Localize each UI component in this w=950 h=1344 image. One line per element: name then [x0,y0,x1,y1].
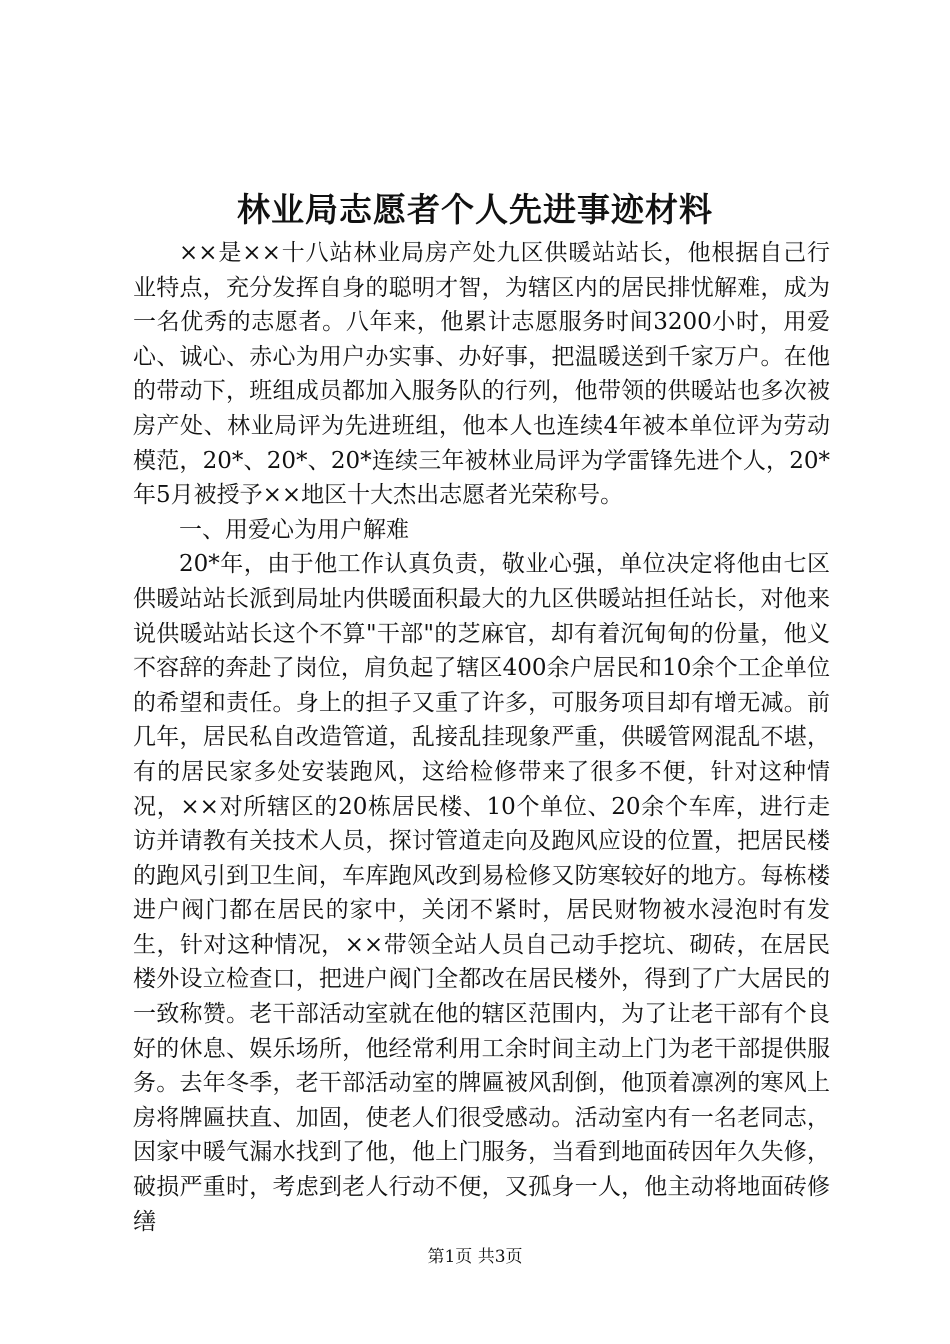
section-paragraph: 20*年，由于他工作认真负责，敬业心强，单位决定将他由七区供暖站站长派到局址内供暖面积最大的九区供暖站担任站长，对他来说供暖站站长这个不算"干部"的芝麻官，却有着沉甸甸的份量，他义不容辞的奔赴了岗位，肩负起了辖区400余户居民和10余个工企单位的希望和责任。身上的担子又重了许多，可服务项目却有增无减。前几年，居民私自改造管道，乱接乱挂现象严重，供暖管网混乱不堪，有的居民家多处安装跑风，这给检修带来了很多不便，针对这种情况，××对所辖区的20栋居民楼、10个单位、20余个车库，进行走访并请教有关技术人员，探讨管道走向及跑风应设的位置，把居民楼的跑风引到卫生间，车库跑风改到易检修又防寒较好的地方。每栋楼进户阀门都在居民的家中，关闭不紧时，居民财物被水浸泡时有发生，针对这种情况，××带领全站人员自己动手挖坑、砌砖，在居民楼外设立检查口，把进户阀门全都改在居民楼外，得到了广大居民的一致称赞。老干部活动室就在他的辖区范围内，为了让老干部有个良好的休息、娱乐场所，他经常利用工余时间主动上门为老干部提供服务。去年冬季，老干部活动室的牌匾被风刮倒，他顶着凛冽的寒风上房将牌匾扶直、加固，使老人们很受感动。活动室内有一名老同志，因家中暖气漏水找到了他，他上门服务，当看到地面砖因年久失修，破损严重时，考虑到老人行动不便，又孤身一人，他主动将地面砖修缮 [133,551,830,1235]
page-number-footer: 第1页 共3页 [427,1247,523,1267]
section-heading: 一、用爱心为用户解难 [179,516,409,543]
document-title: 林业局志愿者个人先进事迹材料 [237,190,713,229]
intro-paragraph: ××是××十八站林业局房产处九区供暖站站长，他根据自己行业特点，充分发挥自身的聪明才智，为辖区内的居民排忧解难，成为一名优秀的志愿者。八年来，他累计志愿服务时间3200小时，用爱心、诚心、赤心为用户办实事、办好事，把温暖送到千家万户。在他的带动下，班组成员都加入服务队的行列，他带领的供暖站也多次被房产处、林业局评为先进班组，他本人也连续4年被本单位评为劳动模范，20*、20*、20*连续三年被林业局评为学雷锋先进个人，20*年5月被授予××地区十大杰出志愿者光荣称号。 [133,240,830,509]
document-body [133,236,830,1239]
